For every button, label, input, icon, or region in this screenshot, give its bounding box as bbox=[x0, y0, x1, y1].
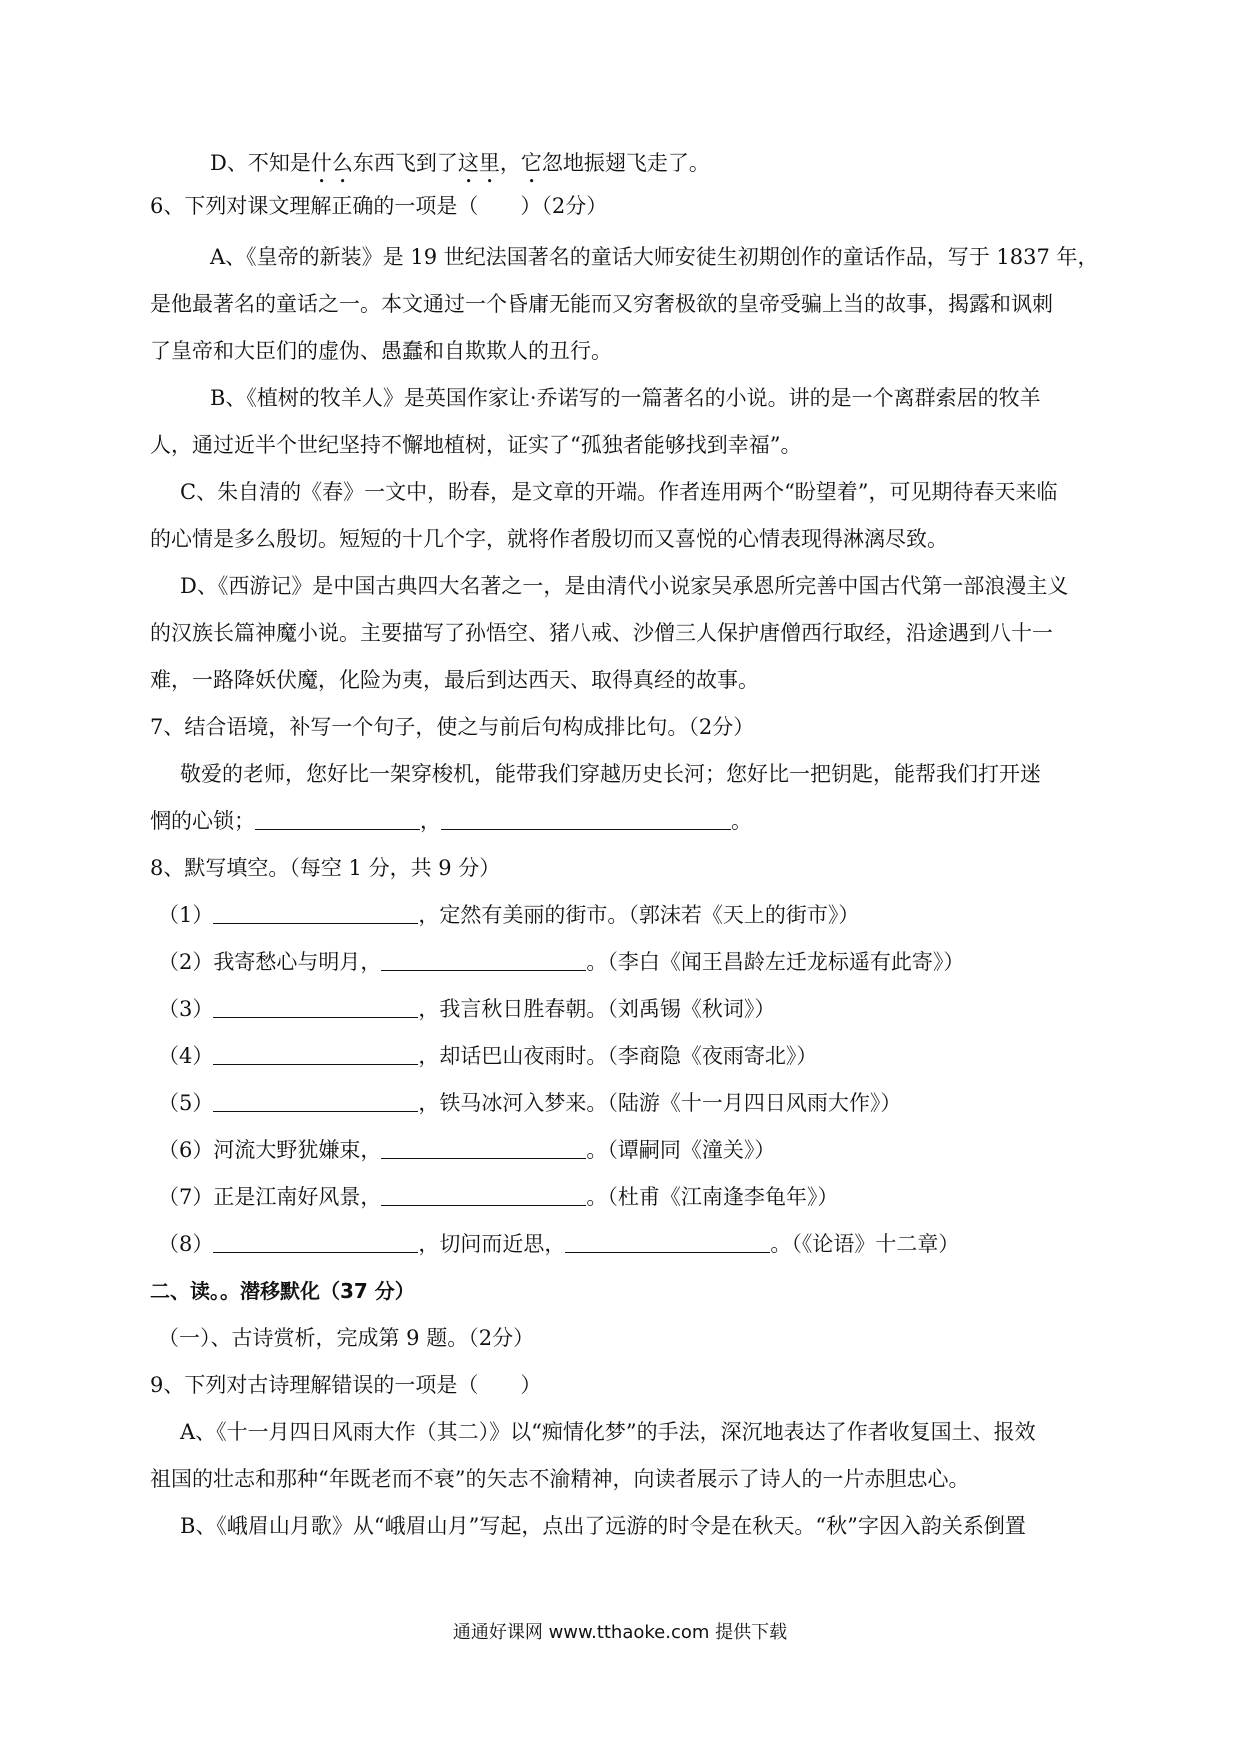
q9-option-a-line1: A、《十一月四日风雨大作（其二）》以“痴情化梦”的手法，深沉地表达了作者收复国土、报效 bbox=[180, 1420, 1036, 1444]
text: 。（《论语》十二章） bbox=[770, 1232, 960, 1256]
text: （6）河流大野犹嫌束， bbox=[158, 1138, 382, 1162]
text: （7）正是江南好风景， bbox=[158, 1185, 382, 1209]
q6-option-d-line1: D、《西游记》是中国古典四大名著之一，是由清代小说家吴承恩所完善中国古代第一部浪漫主义 bbox=[180, 574, 1069, 598]
q6-option-a-line3: 了皇帝和大臣们的虚伪、愚蠢和自欺欺人的丑行。 bbox=[150, 339, 612, 363]
text: ，我言秋日胜春朝。（刘禹锡《秋词》） bbox=[418, 997, 776, 1021]
question-9: 9、下列对古诗理解错误的一项是（ ） bbox=[150, 1373, 542, 1397]
text: 什么 bbox=[310, 151, 353, 175]
text: （8） bbox=[158, 1232, 214, 1256]
text: 。（杜甫《江南逢李龟年》） bbox=[586, 1185, 839, 1209]
q9-option-b-line1: B、《峨眉山月歌》从“峨眉山月”写起，点出了远游的时令是在秋天。“秋”字因入韵关系倒置 bbox=[180, 1514, 1026, 1538]
answer-blank[interactable] bbox=[213, 1230, 418, 1253]
q6-option-d-line3: 难，一路降妖伏魔，化险为夷，最后到达西天、取得真经的故事。 bbox=[150, 668, 759, 692]
text: 它 bbox=[520, 151, 542, 175]
text: （1） bbox=[158, 903, 214, 927]
text: ，定然有美丽的街市。（郭沫若《天上的街市》） bbox=[418, 903, 860, 927]
q6-option-a-line2: 是他最著名的童话之一。本文通过一个昏庸无能而又穷奢极欲的皇帝受骗上当的故事，揭露和讽刺 bbox=[150, 292, 1053, 316]
q8-item-1 bbox=[158, 900, 859, 930]
q8-item-7 bbox=[158, 1182, 838, 1212]
q8-item-2 bbox=[158, 947, 964, 977]
question-7: 7、结合语境，补写一个句子，使之与前后句构成排比句。（2分） bbox=[150, 715, 755, 739]
text: 忽地振翅飞走了。 bbox=[541, 151, 710, 175]
answer-blank[interactable] bbox=[381, 1136, 586, 1159]
q6-option-a-line1: A、《皇帝的新装》是 19 世纪法国著名的童话大师安徒生初期创作的童话作品，写于 1837 年， bbox=[210, 245, 1099, 269]
text: ，却话巴山夜雨时。（李商隐《夜雨寄北》） bbox=[418, 1044, 818, 1068]
text: D、不知是 bbox=[210, 151, 311, 175]
text: ， bbox=[499, 151, 521, 175]
page-footer: 通通好课网 www.tthaoke.com 提供下载 bbox=[452, 1622, 788, 1643]
q8-item-8 bbox=[158, 1229, 959, 1259]
q6-option-c-line1: C、朱自清的《春》一文中，盼春，是文章的开端。作者连用两个“盼望着”，可见期待春天来临 bbox=[180, 480, 1058, 504]
q7-sentence-line1: 敬爱的老师，您好比一架穿梭机，能带我们穿越历史长河；您好比一把钥匙，能帮我们打开迷 bbox=[180, 762, 1041, 786]
question-8: 8、默写填空。（每空 1 分，共 9 分） bbox=[150, 856, 501, 880]
section-2-heading: 二、读。。潜移默化（37 分） bbox=[150, 1279, 415, 1303]
q6-option-b-line2: 人，通过近半个世纪坚持不懈地植树，证实了“孤独者能够找到幸福”。 bbox=[150, 433, 802, 457]
text: 东西飞到了 bbox=[352, 151, 458, 175]
text: 。（谭嗣同《潼关》） bbox=[586, 1138, 776, 1162]
text: 。 bbox=[731, 809, 752, 833]
text: ， bbox=[420, 809, 441, 833]
text: 。（李白《闻王昌龄左迁龙标遥有此寄》） bbox=[586, 950, 965, 974]
q9-option-a-line2: 祖国的壮志和那种“年既老而不衰”的矢志不渝精神，向读者展示了诗人的一片赤胆忠心。 bbox=[150, 1467, 970, 1491]
text: （3） bbox=[158, 997, 214, 1021]
q8-item-6 bbox=[158, 1135, 775, 1165]
answer-blank[interactable] bbox=[565, 1230, 770, 1253]
q8-item-3 bbox=[158, 994, 775, 1024]
answer-blank[interactable] bbox=[213, 1042, 418, 1065]
answer-blank[interactable] bbox=[381, 948, 586, 971]
text: （5） bbox=[158, 1091, 214, 1115]
section-2-part-1: （一）、古诗赏析，完成第 9 题。（2分） bbox=[158, 1326, 535, 1350]
text: （4） bbox=[158, 1044, 214, 1068]
text: 这里 bbox=[457, 151, 500, 175]
text: ，切问而近思， bbox=[418, 1232, 566, 1256]
q7-sentence-line2 bbox=[150, 806, 752, 836]
answer-blank[interactable] bbox=[255, 807, 420, 830]
answer-blank[interactable] bbox=[213, 995, 418, 1018]
answer-blank[interactable] bbox=[213, 901, 418, 924]
q8-item-4 bbox=[158, 1041, 817, 1071]
q6-option-b-line1: B、《植树的牧羊人》是英国作家让·乔诺写的一篇著名的小说。讲的是一个离群索居的牧羊 bbox=[210, 386, 1041, 410]
answer-blank[interactable] bbox=[213, 1089, 418, 1112]
text: 惘的心锁； bbox=[150, 809, 255, 833]
text: ，铁马冰河入梦来。（陆游《十一月四日风雨大作》） bbox=[418, 1091, 902, 1115]
answer-blank[interactable] bbox=[441, 807, 731, 830]
q5-option-d bbox=[210, 148, 710, 188]
question-6: 6、下列对课文理解正确的一项是（ ）（2分） bbox=[150, 194, 608, 218]
q6-option-c-line2: 的心情是多么殷切。短短的十几个字，就将作者殷切而又喜悦的心情表现得淋漓尽致。 bbox=[150, 527, 948, 551]
text: （2）我寄愁心与明月， bbox=[158, 950, 382, 974]
q8-item-5 bbox=[158, 1088, 901, 1118]
answer-blank[interactable] bbox=[381, 1183, 586, 1206]
q6-option-d-line2: 的汉族长篇神魔小说。主要描写了孙悟空、猪八戒、沙僧三人保护唐僧西行取经，沿途遇到八十一 bbox=[150, 621, 1053, 645]
